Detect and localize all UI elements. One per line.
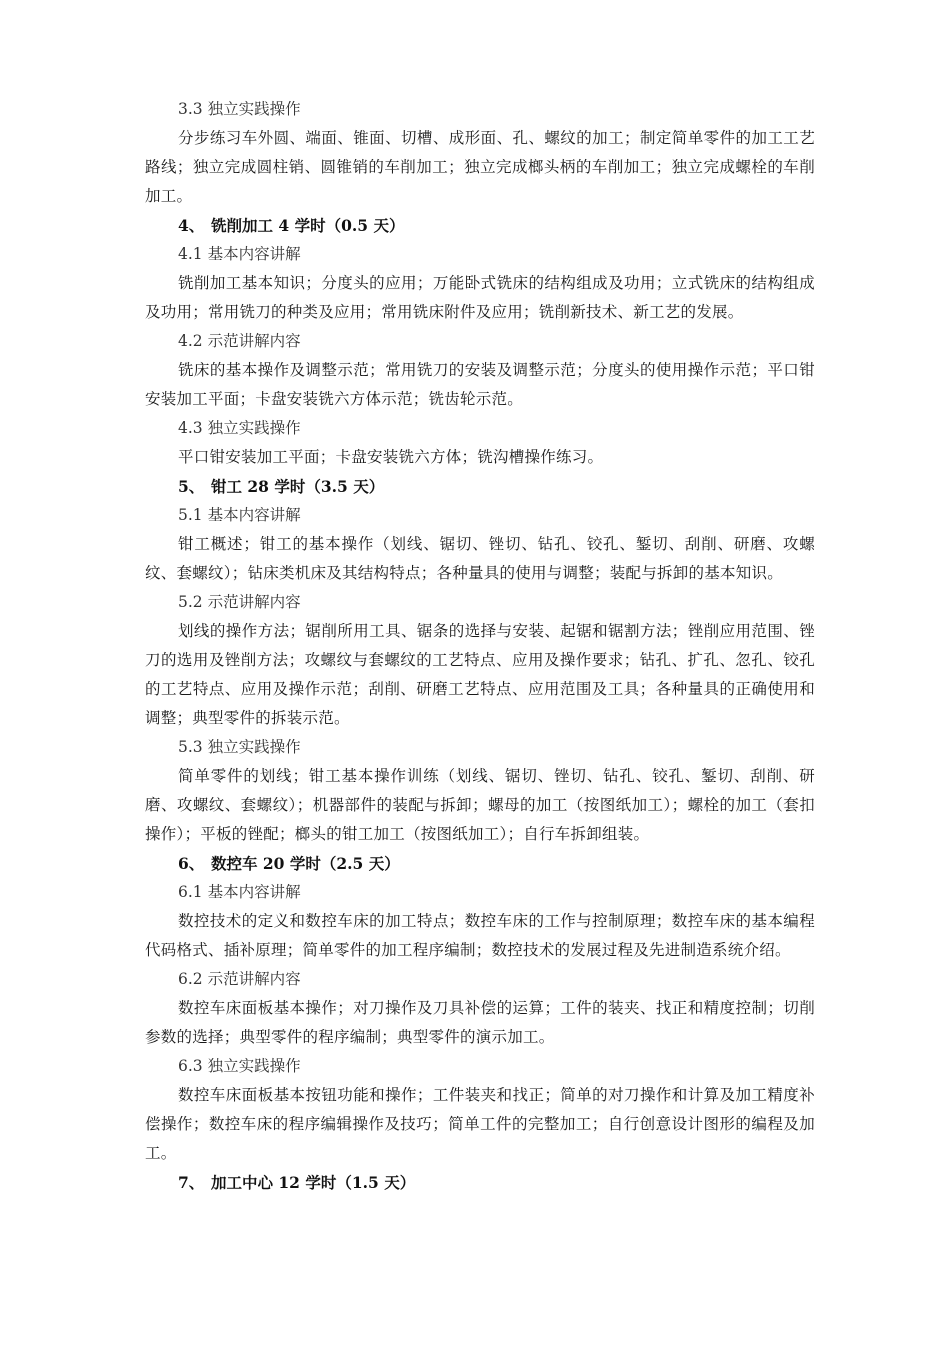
subsection-heading: 4.1 基本内容讲解 <box>178 245 301 263</box>
body-paragraph: 数控技术的定义和数控车床的加工特点；数控车床的工作与控制原理；数控车床的基本编程代码格式、插补原理；简单零件的加工程序编制；数控技术的发展过程及先进制造系统介绍。 <box>145 912 815 959</box>
body-paragraph: 分步练习车外圆、端面、锥面、切槽、成形面、孔、螺纹的加工；制定简单零件的加工工艺路线；独立完成圆柱销、圆锥销的车削加工；独立完成榔头柄的车削加工；独立完成螺栓的车削加工。 <box>145 129 815 205</box>
body-paragraph: 简单零件的划线；钳工基本操作训练（划线、锯切、锉切、钻孔、铰孔、錾切、刮削、研磨、攻螺纹、套螺纹）；机器部件的装配与拆卸；螺母的加工（按图纸加工）；螺栓的加工（套扣操作）；平板的锉配；榔头的钳工加工（按图纸加工）；自行车拆卸组装。 <box>145 767 815 843</box>
subsection-heading: 4.3 独立实践操作 <box>178 419 301 437</box>
body-paragraph: 平口钳安装加工平面；卡盘安装铣六方体；铣沟槽操作练习。 <box>178 448 604 466</box>
section-number: 5、 <box>178 477 205 496</box>
section-number: 4、 <box>178 216 205 235</box>
subsection-heading: 5.3 独立实践操作 <box>178 738 301 756</box>
section-title: 数控车 20 学时（2.5 天） <box>211 854 400 873</box>
subsection-heading: 5.2 示范讲解内容 <box>178 593 301 611</box>
body-paragraph: 铣削加工基本知识；分度头的应用；万能卧式铣床的结构组成及功用；立式铣床的结构组成及功用；常用铣刀的种类及应用；常用铣床附件及应用；铣削新技术、新工艺的发展。 <box>145 274 815 321</box>
subsection-heading: 6.3 独立实践操作 <box>178 1057 301 1075</box>
body-paragraph: 数控车床面板基本操作；对刀操作及刀具补偿的运算；工件的装夹、找正和精度控制；切削参数的选择；典型零件的程序编制；典型零件的演示加工。 <box>145 999 815 1046</box>
section-title: 加工中心 12 学时（1.5 天） <box>211 1173 416 1192</box>
section-number: 7、 <box>178 1173 205 1192</box>
subsection-heading: 5.1 基本内容讲解 <box>178 506 301 524</box>
body-paragraph: 铣床的基本操作及调整示范；常用铣刀的安装及调整示范；分度头的使用操作示范；平口钳安装加工平面；卡盘安装铣六方体示范；铣齿轮示范。 <box>145 361 815 408</box>
section-heading <box>145 211 815 240</box>
section-heading <box>145 849 815 878</box>
body-paragraph: 钳工概述；钳工的基本操作（划线、锯切、锉切、钻孔、铰孔、錾切、刮削、研磨、攻螺纹、套螺纹）；钻床类机床及其结构特点；各种量具的使用与调整；装配与拆卸的基本知识。 <box>145 535 815 582</box>
section-title: 铣削加工 4 学时（0.5 天） <box>211 216 405 235</box>
subsection-heading: 3.3 独立实践操作 <box>178 100 301 118</box>
subsection-heading: 6.2 示范讲解内容 <box>178 970 301 988</box>
subsection-heading: 4.2 示范讲解内容 <box>178 332 301 350</box>
section-heading <box>145 1168 815 1197</box>
section-number: 6、 <box>178 854 205 873</box>
subsection-heading: 6.1 基本内容讲解 <box>178 883 301 901</box>
document-page <box>145 95 815 1197</box>
section-title: 钳工 28 学时（3.5 天） <box>211 477 385 496</box>
body-paragraph: 划线的操作方法；锯削所用工具、锯条的选择与安装、起锯和锯割方法；锉削应用范围、锉刀的选用及锉削方法；攻螺纹与套螺纹的工艺特点、应用及操作要求；钻孔、扩孔、忽孔、铰孔的工艺特点、应用及操作示范；刮削、研磨工艺特点、应用范围及工具；各种量具的正确使用和调整；典型零件的拆装示范。 <box>145 622 815 727</box>
body-paragraph: 数控车床面板基本按钮功能和操作；工件装夹和找正；简单的对刀操作和计算及加工精度补偿操作；数控车床的程序编辑操作及技巧；简单工件的完整加工；自行创意设计图形的编程及加工。 <box>145 1086 815 1162</box>
section-heading <box>145 472 815 501</box>
